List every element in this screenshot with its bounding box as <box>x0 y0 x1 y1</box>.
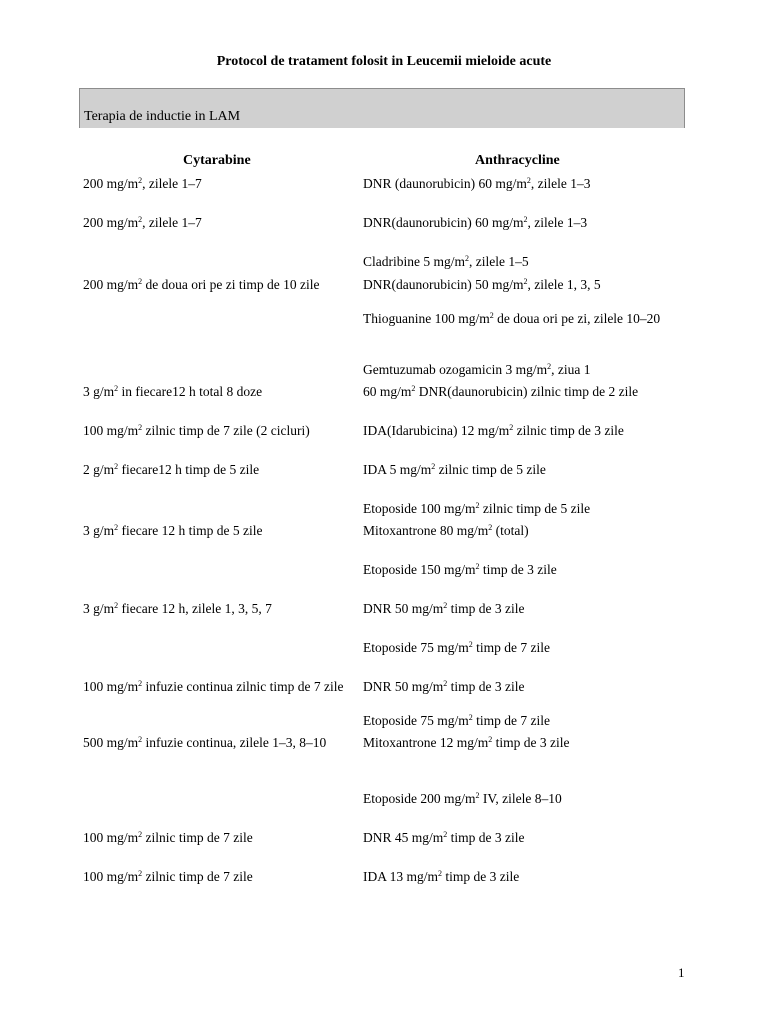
anthracycline-cell: DNR 45 $mg/m^2$ timp de 3 zile <box>363 830 525 845</box>
anthracycline-cell: IDA 5 $mg/m^2$ zilnic timp de 5 zile <box>363 462 546 477</box>
anthracycline-cell: IDA(Idarubicina) 12 $mg/m^2$ zilnic timp de 3 zile <box>363 423 624 438</box>
page-number: 1 <box>678 965 685 980</box>
cytarabine-cell: 3 $g/m^2$ fiecare 12 h, zilele 1, 3, 5, 7 <box>83 601 272 616</box>
cytarabine-cell: 200 $mg/m^2$, zilele 1–7 <box>83 176 202 191</box>
page-title: Protocol de tratament folosit in Leucemii mieloide acute <box>216 54 552 69</box>
cytarabine-cell: 500 $mg/m^2$ infuzie continua, zilele 1–3, 8–10 <box>83 735 327 750</box>
anthracycline-cell: Gemtuzumab ozogamicin 3 $mg/m^2$, ziua 1 <box>363 362 591 377</box>
anthracycline-cell: DNR(daunorubicin) 60 $mg/m^2$, zilele 1–3 <box>363 215 588 230</box>
cytarabine-cell: 3 $g/m^2$ in fiecare12 h total 8 doze <box>83 384 263 399</box>
cytarabine-cell: 2 $g/m^2$ fiecare12 h timp de 5 zile <box>83 462 260 477</box>
cytarabine-cell: 3 $g/m^2$ fiecare 12 h timp de 5 zile <box>83 523 263 538</box>
anthracycline-cell: DNR (daunorubicin) 60 $mg/m^2$, zilele 1–3 <box>363 176 591 191</box>
anthracycline-cell: 60 $mg/m^2$ DNR(daunorubicin) zilnic timp de 2 zile <box>363 384 639 399</box>
anthracycline-cell: Mitoxantrone 80 $mg/m^2$ (total) <box>363 523 529 538</box>
column-header-anthracycline: Anthracycline <box>475 153 560 168</box>
cytarabine-cell: 100 $mg/m^2$ zilnic timp de 7 zile <box>83 830 253 845</box>
anthracycline-cell: DNR(daunorubicin) 50 $mg/m^2$, zilele 1, 3, 5 <box>363 277 601 292</box>
anthracycline-cell: IDA 13 $mg/m^2$ timp de 3 zile <box>363 869 520 884</box>
anthracycline-cell: DNR 50 $mg/m^2$ timp de 3 zile <box>363 679 525 694</box>
anthracycline-cell: Cladribine 5 $mg/m^2$, zilele 1–5 <box>363 254 529 269</box>
anthracycline-cell: Mitoxantrone 12 $mg/m^2$ timp de 3 zile <box>363 735 570 750</box>
cytarabine-cell: 100 $mg/m^2$ zilnic timp de 7 zile (2 cicluri) <box>83 423 310 438</box>
column-header-cytarabine: Cytarabine <box>183 153 251 168</box>
anthracycline-cell: Thioguanine 100 $mg/m^2$ de doua ori pe zi, zilele 10–20 <box>363 311 661 326</box>
anthracycline-cell: Etoposide 200 $mg/m^2$ IV, zilele 8–10 <box>363 791 562 806</box>
anthracycline-cell: Etoposide 75 $mg/m^2$ timp de 7 zile <box>363 640 550 655</box>
anthracycline-cell: Etoposide 150 $mg/m^2$ timp de 3 zile <box>363 562 557 577</box>
cytarabine-cell: 100 $mg/m^2$ infuzie continua zilnic timp de 7 zile <box>83 679 344 694</box>
cytarabine-cell: 200 $mg/m^2$, zilele 1–7 <box>83 215 202 230</box>
anthracycline-cell: Etoposide 75 $mg/m^2$ timp de 7 zile <box>363 713 550 728</box>
section-label: Terapia de inductie in LAM <box>84 109 241 124</box>
anthracycline-cell: Etoposide 100 $mg/m^2$ zilnic timp de 5 zile <box>363 501 591 516</box>
cytarabine-cell: 100 $mg/m^2$ zilnic timp de 7 zile <box>83 869 253 884</box>
anthracycline-cell: DNR 50 $mg/m^2$ timp de 3 zile <box>363 601 525 616</box>
section-header-box <box>79 88 685 128</box>
cytarabine-cell: 200 $mg/m^2$ de doua ori pe zi timp de 10 zile <box>83 277 320 292</box>
